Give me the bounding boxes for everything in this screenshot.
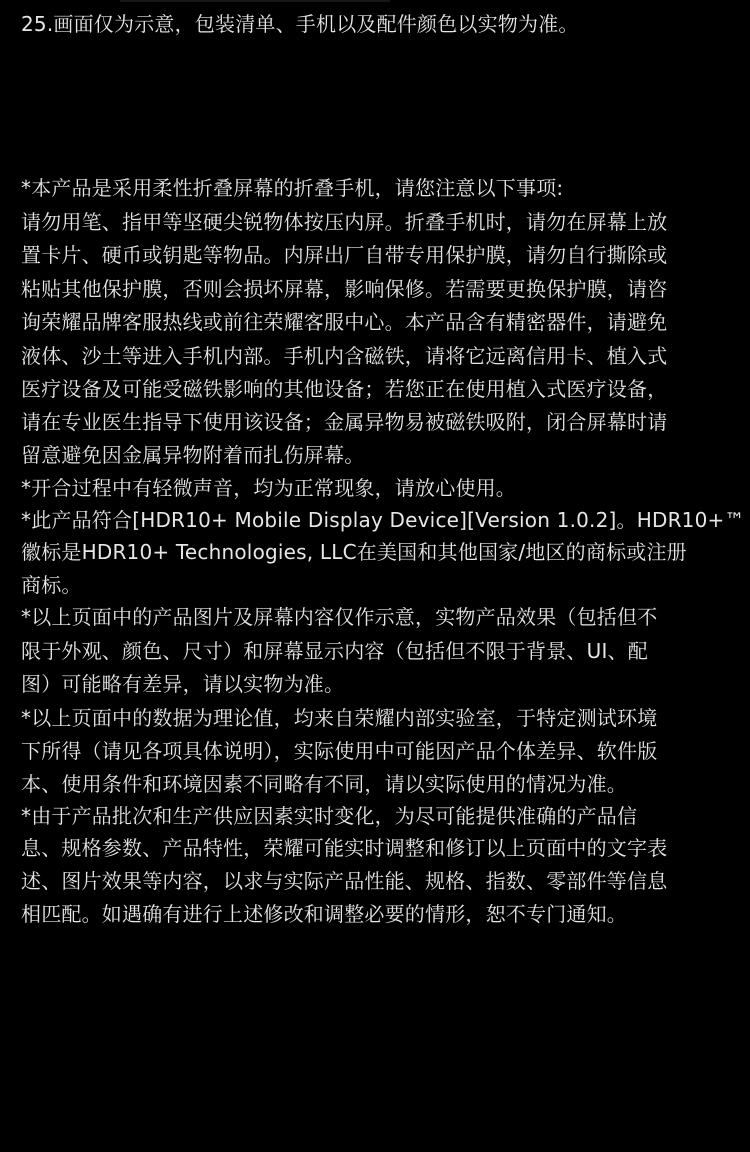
disclaimer-line: 液体、沙土等进入手机内部。手机内含磁铁，请将它远离信用卡、植入式 (21, 344, 668, 368)
disclaimer-line: 粘贴其他保护膜，否则会损坏屏幕，影响保修。若需要更换保护膜，请咨 (21, 277, 668, 301)
disclaimer-line: *本产品是采用柔性折叠屏幕的折叠手机，请您注意以下事项: (21, 176, 564, 200)
disclaimer-line: *以上页面中的数据为理论值，均来自荣耀内部实验室，于特定测试环境 (21, 706, 658, 730)
disclaimer-line: 徽标是HDR10+ Technologies, LLC在美国和其他国家/地区的商标或注册 (21, 540, 687, 564)
disclaimer-line: *此产品符合[HDR10+ Mobile Display Device][Version 1.0.2]。HDR10+™ (21, 508, 745, 532)
disclaimer-line: *由于产品批次和生产供应因素实时变化，为尽可能提供准确的产品信 (21, 804, 638, 828)
disclaimer-line: 本、使用条件和环境因素不同略有不同，请以实际使用的情况为准。 (21, 772, 627, 796)
disclaimer-line: 询荣耀品牌客服热线或前往荣耀客服中心。本产品含有精密器件，请避免 (21, 310, 668, 334)
disclaimer-line: *以上页面中的产品图片及屏幕内容仅作示意，实物产品效果（包括但不 (21, 605, 658, 629)
disclaimer-line: 留意避免因金属异物附着而扎伤屏幕。 (21, 443, 365, 467)
disclaimer-line: 请勿用笔、指甲等坚硬尖锐物体按压内屏。折叠手机时，请勿在屏幕上放 (21, 210, 668, 234)
disclaimer-line: 下所得（请见各项具体说明），实际使用中可能因产品个体差异、软件版 (21, 739, 658, 763)
disclaimer-line: 医疗设备及可能受磁铁影响的其他设备；若您正在使用植入式医疗设备， (21, 377, 668, 401)
disclaimer-line: 限于外观、颜色、尺寸）和屏幕显示内容（包括但不限于背景、UI、配 (21, 639, 648, 663)
footnote-25: 25.画面仅为示意，包装清单、手机以及配件颜色以实物为准。 (21, 12, 579, 36)
disclaimer-line: 商标。 (21, 573, 82, 597)
disclaimer-line: 息、规格参数、产品特性，荣耀可能实时调整和修订以上页面中的文字表 (21, 836, 668, 860)
disclaimer-line: 置卡片、硬币或钥匙等物品。内屏出厂自带专用保护膜，请勿自行撕除或 (21, 243, 668, 267)
disclaimer-line: 请在专业医生指导下使用该设备；金属异物易被磁铁吸附，闭合屏幕时请 (21, 410, 668, 434)
disclaimer-line: 述、图片效果等内容，以求与实际产品性能、规格、指数、零部件等信息 (21, 869, 668, 893)
disclaimer-line: 图）可能略有差异，请以实物为准。 (21, 672, 345, 696)
disclaimer-line: *开合过程中有轻微声音，均为正常现象，请放心使用。 (21, 476, 516, 500)
clipped-previous-line (120, 0, 390, 2)
disclaimer-line: 相匹配。如遇确有进行上述修改和调整必要的情形，恕不专门通知。 (21, 902, 627, 926)
